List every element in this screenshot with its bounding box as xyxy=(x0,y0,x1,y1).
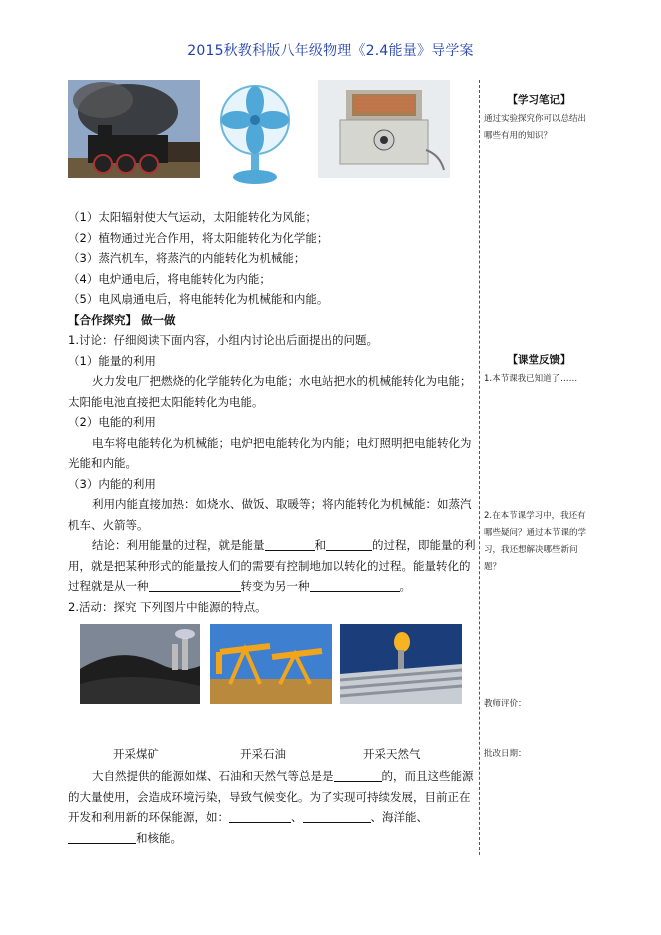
fill-blank[interactable] xyxy=(149,579,241,592)
image-caption: 开采石油 xyxy=(240,747,286,761)
fill-blank[interactable] xyxy=(265,538,315,551)
feedback-question: 1.本节课我已知道了…… xyxy=(484,374,578,384)
gas-field-image xyxy=(340,624,462,704)
list-item: （4）电炉通电后，将电能转化为内能； xyxy=(68,271,271,286)
notes-heading: 【学习笔记】 xyxy=(507,94,571,106)
review-date: 批改日期： xyxy=(484,749,527,759)
fill-blank[interactable] xyxy=(229,810,291,823)
study-notes xyxy=(484,92,594,145)
list-item: （3）蒸汽机车，将蒸汽的内能转化为机械能； xyxy=(68,251,306,265)
discussion-intro: 1.讨论：仔细阅读下面内容，小组内讨论出后面提出的问题。 xyxy=(68,333,378,347)
notes-text: 通过实验探究你可以总结出哪些有用的知识？ xyxy=(484,114,587,141)
list-item: （2）植物通过光合作用，将太阳能转化为化学能； xyxy=(68,230,329,245)
list-item: （5）电风扇通电后，将电能转化为机械能和内能。 xyxy=(68,292,329,306)
subsection-body: 火力发电厂把燃烧的化学能转化为电能；水电站把水的机械能转化为电能；太阳能电池直接把太阳能转化为电能。 xyxy=(68,374,472,409)
subsection-title: （1）能量的利用 xyxy=(68,353,156,368)
subsection-body: 电车将电能转化为机械能；电炉把电能转化为内能；电灯照明把电能转化为光能和内能。 xyxy=(68,435,472,470)
electric-fan-image xyxy=(219,80,291,186)
electric-stove-image xyxy=(318,80,450,178)
fill-blank[interactable] xyxy=(68,831,136,844)
fill-blank[interactable] xyxy=(310,579,400,592)
activity-text: 2.活动：探究 下列图片中能源的特点。 xyxy=(68,599,267,614)
conclusion-paragraph: 结论：利用能量的过程，就是能量 和 的过程，即能量的利用，就是把某种形式的能量按人们的需要有控制地加以转化的过程。能量转化的过程就是从一种 转变为另一种 。 xyxy=(68,538,476,593)
steam-train-image xyxy=(68,80,200,178)
oil-pump-image xyxy=(210,624,332,704)
fill-blank[interactable] xyxy=(303,810,371,823)
subsection-title: （2）电能的利用 xyxy=(68,415,156,429)
coal-mine-image xyxy=(80,624,200,704)
feedback-question: 2.在本节课学习中，我还有哪些疑问？通过本节课的学习，我还想解决哪些新问题？ xyxy=(484,511,587,572)
page-title: 2015秋教科版八年级物理《2.4能量》导学案 xyxy=(187,43,474,59)
teacher-evaluation: 教师评价： xyxy=(484,699,527,709)
fill-blank[interactable] xyxy=(334,769,382,782)
image-caption: 开采煤矿 xyxy=(113,747,159,761)
image-caption: 开采天然气 xyxy=(363,747,421,761)
subsection-body: 利用内能直接加热：如烧水、做饭、取暖等；将内能转化为机械能：如蒸汽机车、火箭等。 xyxy=(68,497,472,532)
sidebar-divider xyxy=(479,80,480,855)
fill-blank[interactable] xyxy=(326,538,372,551)
section-heading: 【合作探究】 做一做 xyxy=(68,312,176,327)
closing-paragraph: 大自然提供的能源如煤、石油和天然气等总是是 的，而且这些能源的大量使用，会造成环境污染，导致气候变化。为了实现可持续发展，目前正在开发和利用新的环保能源，如： 、 、海洋能、和核能。 xyxy=(68,769,474,845)
class-feedback xyxy=(484,352,594,388)
subsection-title: （3）内能的利用 xyxy=(68,476,156,491)
list-item: （1）太阳辐射使大气运动，太阳能转化为风能； xyxy=(68,210,317,224)
feedback-heading: 【课堂反馈】 xyxy=(507,354,571,366)
